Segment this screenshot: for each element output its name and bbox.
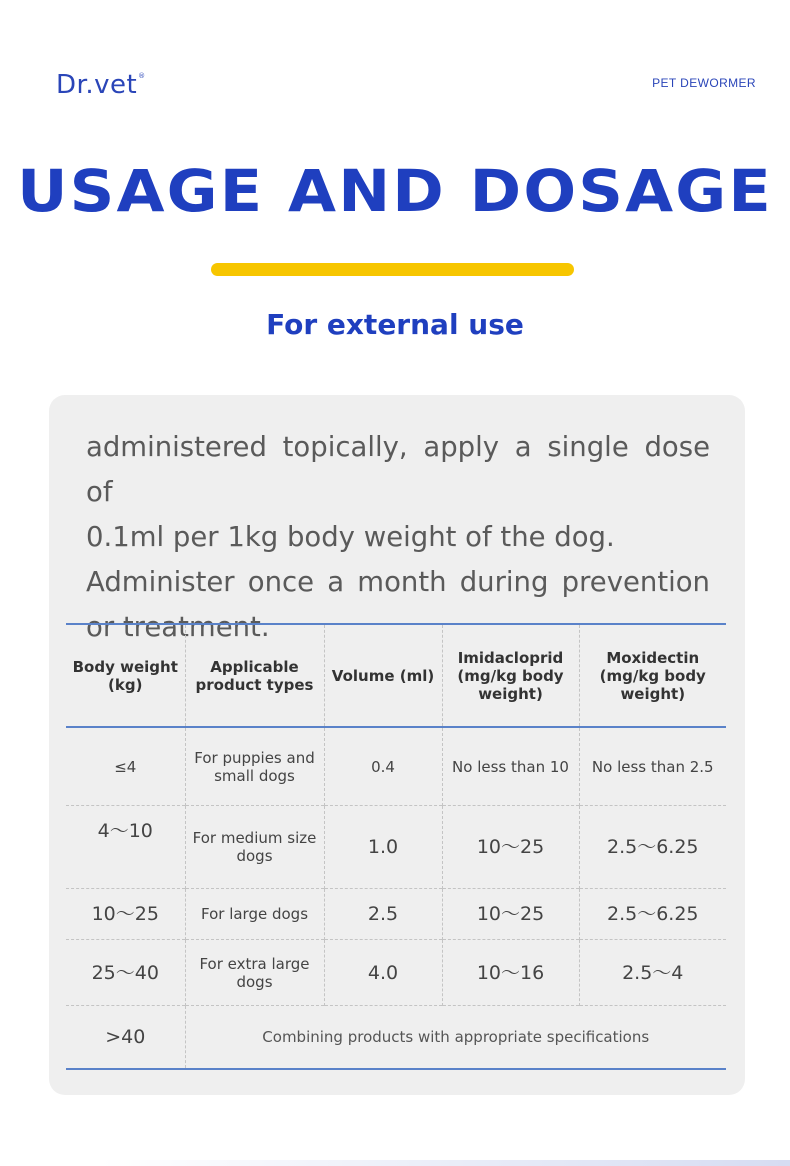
cell-weight: 4～10 xyxy=(97,820,153,842)
usage-instructions xyxy=(86,425,710,650)
cell-imidacloprid: No less than 10 xyxy=(442,727,579,806)
brand-logo xyxy=(56,70,146,100)
cell-product-type: For puppies and small dogs xyxy=(185,727,324,806)
header-product-types: Applicable product types xyxy=(185,624,324,727)
footer-strip xyxy=(100,1160,790,1166)
header-imidacloprid: Imidacloprid (mg/kg body weight) xyxy=(442,624,579,727)
page-subtitle: For external use xyxy=(266,308,524,341)
cell-combined-note: Combining products with appropriate specifications xyxy=(185,1006,726,1070)
cell-imidacloprid: 10～25 xyxy=(442,889,579,940)
title-underline xyxy=(211,263,574,276)
cell-volume: 0.4 xyxy=(324,727,442,806)
registered-mark: ® xyxy=(138,72,146,80)
cell-moxidectin: 2.5～6.25 xyxy=(579,806,726,889)
cell-volume: 1.0 xyxy=(324,806,442,889)
table-row xyxy=(66,806,726,889)
instruction-line-4: or treatment. xyxy=(86,611,270,643)
instruction-line-1: administered topically, apply a single dose of xyxy=(86,431,710,508)
cell-weight: >40 xyxy=(105,1026,146,1048)
cell-moxidectin: 2.5～4 xyxy=(579,940,726,1006)
cell-weight: ≤4 xyxy=(114,757,137,776)
cell-product-type: For extra large dogs xyxy=(185,940,324,1006)
cell-volume: 2.5 xyxy=(324,889,442,940)
cell-moxidectin: 2.5～6.25 xyxy=(579,889,726,940)
cell-product-type: For large dogs xyxy=(185,889,324,940)
table-header-row xyxy=(66,624,726,727)
logo-text: Dr.vet xyxy=(56,70,138,100)
dosage-table xyxy=(66,623,726,1070)
instruction-line-3: Administer once a month during prevention xyxy=(86,566,710,598)
table-row xyxy=(66,1006,726,1070)
product-category: PET DEWORMER xyxy=(652,76,756,90)
cell-weight: 10～25 xyxy=(91,903,159,925)
table-row xyxy=(66,727,726,806)
header-body-weight: Body weight (kg) xyxy=(72,657,178,694)
cell-product-type: For medium size dogs xyxy=(185,806,324,889)
table-row xyxy=(66,940,726,1006)
header-volume: Volume (ml) xyxy=(324,624,442,727)
header-moxidectin: Moxidectin (mg/kg body weight) xyxy=(579,624,726,727)
instruction-line-2: 0.1ml per 1kg body weight of the dog. xyxy=(86,521,615,553)
cell-weight: 25～40 xyxy=(91,961,159,984)
cell-volume: 4.0 xyxy=(324,940,442,1006)
cell-imidacloprid: 10～25 xyxy=(442,806,579,889)
cell-imidacloprid: 10～16 xyxy=(442,940,579,1006)
cell-moxidectin: No less than 2.5 xyxy=(579,727,726,806)
table-row xyxy=(66,889,726,940)
page-title: USAGE AND DOSAGE xyxy=(17,157,773,225)
